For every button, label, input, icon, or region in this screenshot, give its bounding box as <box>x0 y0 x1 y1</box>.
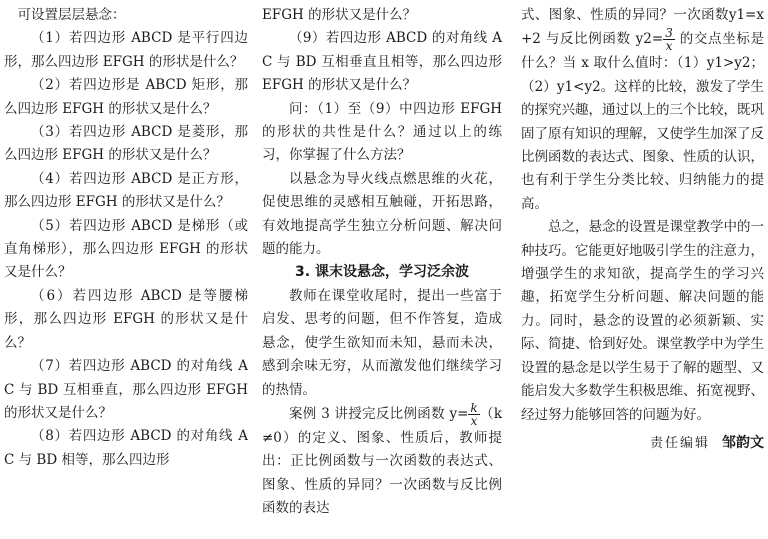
fraction-3-over-x <box>663 27 675 52</box>
intersection-text: 的交点 <box>674 31 723 48</box>
fraction-denominator: x <box>665 39 673 54</box>
fraction-numerator: k <box>470 400 478 415</box>
case-3-continued: （k≠0）的定义、图象、性质后，教师提出：正比例函数与一次函数的表达式、图象、性质的异同？一次函数与反比例函数的表达 <box>262 405 503 517</box>
question-5: （5）若四边形 ABCD 是梯形（或直角梯形），那么四边形 EFGH 的形状又是什么？ <box>4 217 248 281</box>
fraction-denominator: x <box>470 413 478 428</box>
case-3-remaining <box>521 4 764 216</box>
question-6: （6）若四边形 ABCD 是等腰梯形，那么四边形 EFGH 的形状又是什么？ <box>4 287 248 351</box>
fraction-k-over-x <box>468 402 479 427</box>
case-3-paragraph <box>262 402 502 521</box>
text-column-2 <box>262 4 502 521</box>
conclusion-paragraph: 总之，悬念的设置是课堂教学中的一种技巧。它能更好地吸引学生的注意力，增强学生的求知欲，提高学生的学习兴趣，拓宽学生分析问题、解决问题的能力。同时，悬念的设置的必须新颖、实际、简捷、恰到好处。课堂教学中为学生设置的悬念是以学生易于了解的题型、又能启发大多数学生积极思维、拓宽视野、经过努力能够回答的问题为好。 <box>521 219 764 423</box>
editor-name: 邹韵文 <box>722 434 764 451</box>
question-1: （1）若四边形 ABCD 是平行四边形，那么四边形 EFGH 的形状是什么？ <box>4 30 248 70</box>
comparison-text: 坐标是什么？当 x 取什么值时：（1）y1>y2；（2）y1<y2。这样的比较，激发了学生的探究兴趣，通过以上的三个比较，既巩固了原有知识的理解，又使学生加深了反比例函数的表达式、图象、性质的认识，也有利于学生分类比较、归纳能力的提高。 <box>521 31 765 212</box>
summary-question: 问：（1）至（9）中四边形 EFGH 的形状的共性是什么？通过以上的练习，你掌握了什么方法？ <box>262 100 502 164</box>
case-3-lead: 案例 3 讲授完反比例函数 y= <box>289 405 469 422</box>
question-3: （3）若四边形 ABCD 是菱形，那么四边形 EFGH 的形状又是什么？ <box>4 124 248 164</box>
function-expression: y1=x+2 与反比例函数 y2= <box>521 7 764 48</box>
fraction-numerator: 3 <box>665 26 673 41</box>
question-8: （8）若四边形 ABCD 的对角线 AC 与 BD 相等，那么四边形 <box>4 428 248 468</box>
paragraph-suspense-effect: 以悬念为导火线点燃思维的火花，促使思维的灵感相互触碰，开拓思路，有效地提高学生独立分析问题、解决问题的能力。 <box>262 170 502 258</box>
text-column-1 <box>4 4 248 472</box>
case-3-start: 式、图象、性质的异同？一次函数 <box>521 7 729 23</box>
editor-role: 责任编辑 <box>649 435 710 451</box>
question-7: （7）若四边形 ABCD 的对角线 AC 与 BD 互相垂直，那么四边形 EFGH 的形状又是什么？ <box>4 358 248 421</box>
question-2: （2）若四边形是 ABCD 矩形，那么四边形 EFGH 的形状又是什么？ <box>4 77 248 117</box>
question-4: （4）若四边形 ABCD 是正方形，那么四边形 EFGH 的形状又是什么？ <box>4 170 248 211</box>
question-9: （9）若四边形 ABCD 的对角线 AC 与 BD 互相垂直且相等，那么四边形 EFGH 的形状又是什么？ <box>262 30 502 94</box>
paragraph-lesson-end: 教师在课堂收尾时，提出一些富于启发、思考的问题，但不作答复，造成悬念，使学生欲知而未知，悬而未决，感到余味无穷，从而激发他们继续学习的热情。 <box>262 287 502 398</box>
intro-line: 可设置层层悬念： <box>17 7 126 23</box>
editor-credit <box>521 433 764 454</box>
question-8-continued: EFGH 的形状又是什么？ <box>262 7 417 23</box>
text-column-3 <box>521 4 764 454</box>
section-heading: 3. 课末设悬念，学习泛余波 <box>295 264 469 281</box>
